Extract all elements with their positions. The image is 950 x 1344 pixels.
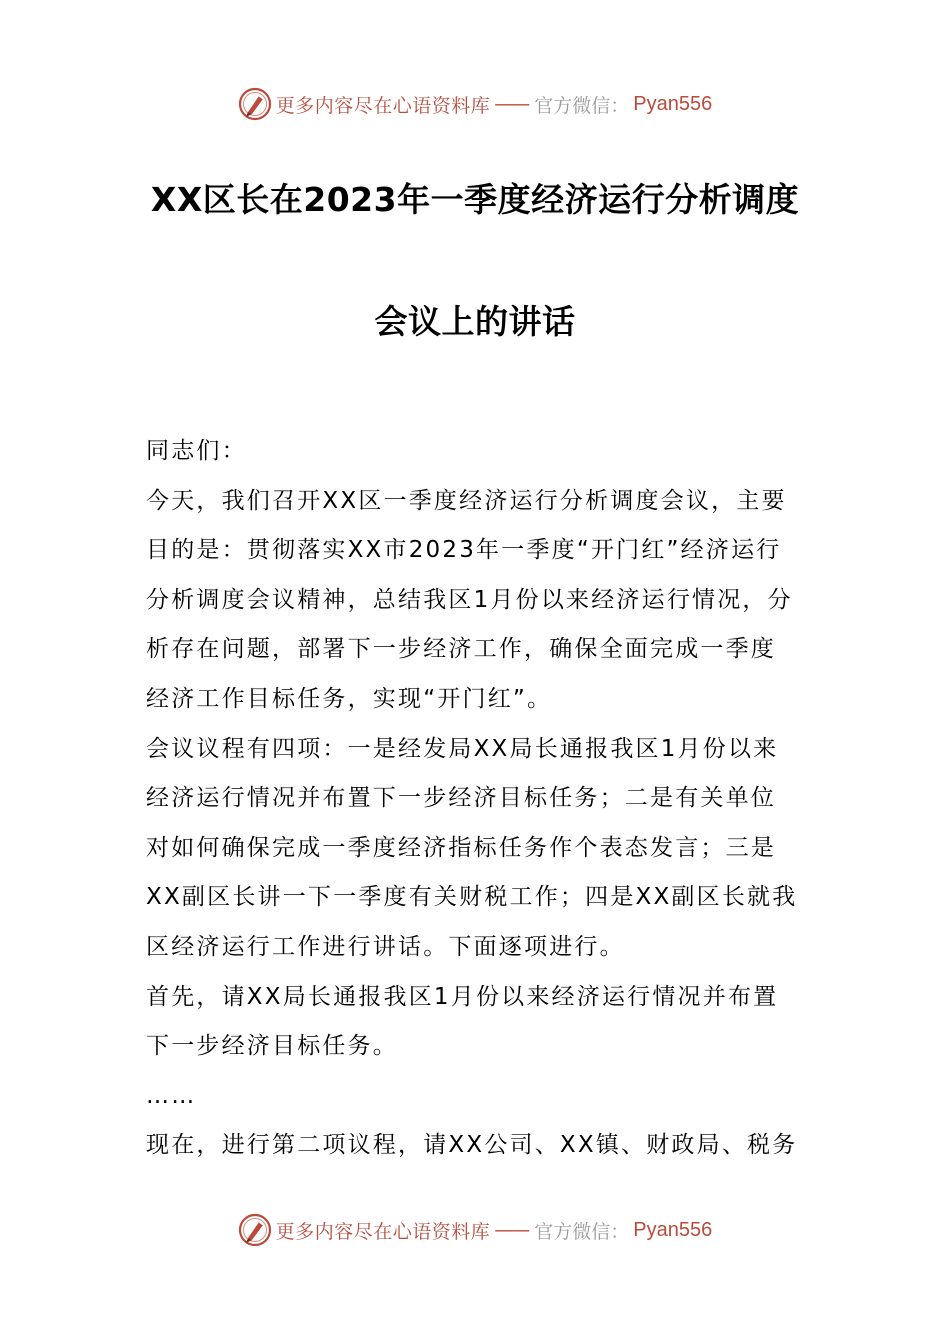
body-line: 今天，我们召开XX区一季度经济运行分析调度会议，主要 (146, 487, 787, 514)
banner-text: 更多内容尽在心语资料库 (275, 94, 491, 117)
document-title-line-2: 会议上的讲话 (374, 302, 576, 341)
body-line: 会议议程有四项：一是经发局XX局长通报我区1月份以来 (146, 735, 779, 762)
banner-wechat-id: Pyan556 (633, 1218, 713, 1241)
document-body (146, 427, 810, 1171)
body-line: …… (146, 1082, 197, 1109)
header-banner (0, 84, 950, 124)
banner-wechat-id: Pyan556 (633, 92, 713, 115)
body-line: 经济运行情况并布置下一步经济目标任务；二是有关单位 (146, 785, 776, 812)
document-title-line-1: XX区长在2023年一季度经济运行分析调度 (150, 180, 800, 219)
banner-text: 更多内容尽在心语资料库 (275, 1220, 491, 1243)
footer-banner (0, 1210, 950, 1250)
banner-content (238, 87, 713, 121)
body-line: 目的是：贯彻落实XX市2023年一季度“开门红”经济运行 (146, 537, 782, 564)
body-line: 对如何确保完成一季度经济指标任务作个表态发言；三是 (146, 834, 776, 861)
banner-dash: —— (494, 93, 529, 115)
body-line: 下一步经济目标任务。 (146, 1033, 398, 1060)
banner-content (238, 1213, 713, 1247)
body-line: 分析调度会议精神，总结我区1月份以来经济运行情况，分 (146, 586, 793, 613)
pen-nib-icon (238, 87, 272, 121)
body-line: 同志们： (146, 438, 247, 464)
banner-dash: —— (494, 1219, 529, 1241)
banner-wechat-label: 官方微信： (534, 1220, 630, 1243)
banner-wechat-label: 官方微信： (534, 94, 630, 117)
body-line: 现在，进行第二项议程，请XX公司、XX镇、财政局、税务 (146, 1132, 798, 1159)
body-line: 首先，请XX局长通报我区1月份以来经济运行情况并布置 (146, 983, 779, 1010)
pen-nib-icon (238, 1213, 272, 1247)
body-line: 区经济运行工作进行讲话。下面逐项进行。 (146, 933, 625, 960)
body-line: 析存在问题，部署下一步经济工作，确保全面完成一季度 (146, 636, 776, 663)
body-line: 经济工作目标任务，实现“开门红”。 (146, 685, 553, 712)
body-line: XX副区长讲一下一季度有关财税工作；四是XX副区长就我 (146, 884, 798, 911)
